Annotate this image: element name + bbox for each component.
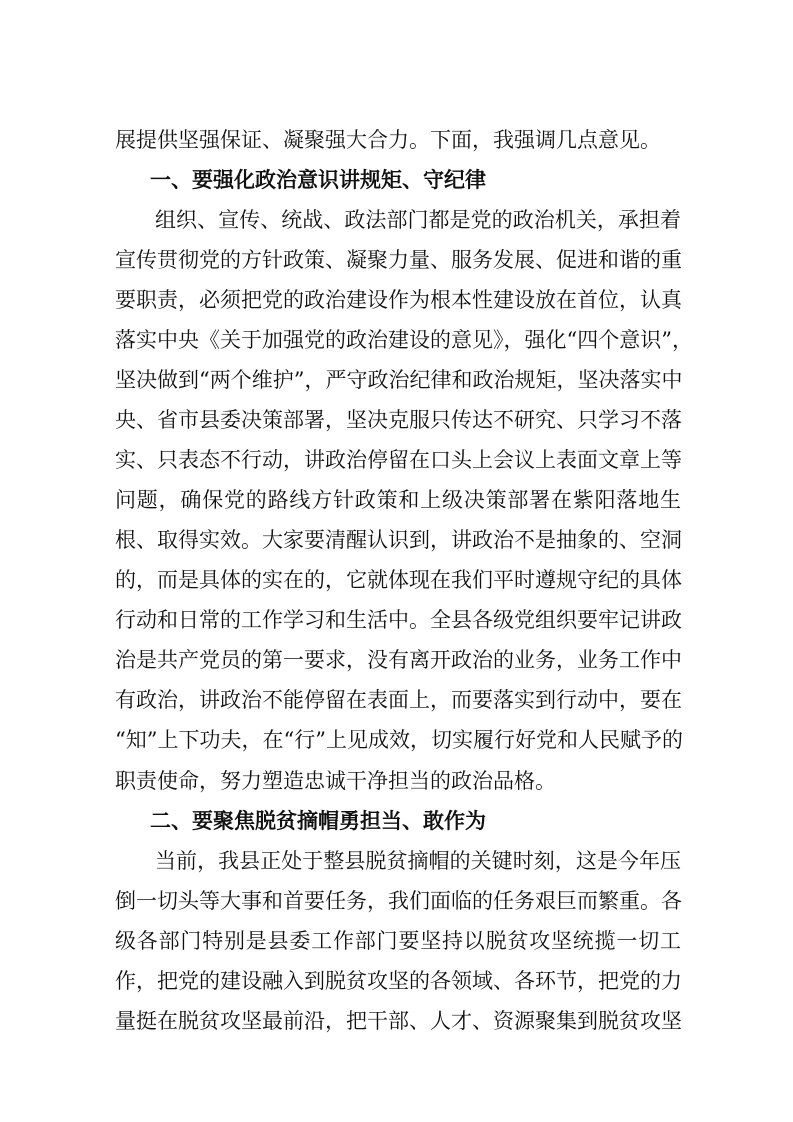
body-text-line: 宣传贯彻党的方针政策、凝聚力量、服务发展、促进和谐的重 [115, 248, 682, 272]
body-text-line: 的，而是具体的实在的，它就体现在我们平时遵规守纪的具体 [115, 568, 682, 592]
section-heading-1: 一、要强化政治意识讲规矩、守纪律 [150, 168, 486, 192]
body-text-line: 量挺在脱贫攻坚最前沿，把干部、人才、资源聚集到脱贫攻坚 [115, 1009, 682, 1033]
body-text-line: 行动和日常的工作学习和生活中。全县各级党组织要牢记讲政 [115, 608, 682, 632]
body-text-line: 展提供坚强保证、凝聚强大合力。下面，我强调几点意见。 [115, 128, 661, 152]
body-text-line: 要职责，必须把党的政治建设作为根本性建设放在首位，认真 [115, 288, 682, 312]
body-text-line: 落实中央《关于加强党的政治建设的意见》，强化“四个意识”， [115, 328, 693, 352]
body-text-line: 当前，我县正处于整县脱贫摘帽的关键时刻，这是今年压 [155, 849, 681, 873]
body-text-line: 组织、宣传、统战、政法部门都是党的政治机关，承担着 [155, 208, 681, 232]
body-text-line: 问题，确保党的路线方针政策和上级决策部署在紫阳落地生 [115, 488, 681, 512]
body-text-line: 倒一切头等大事和首要任务，我们面临的任务艰巨而繁重。各 [115, 889, 682, 913]
body-text-line: 根、取得实效。大家要清醒认识到，讲政治不是抽象的、空洞 [115, 528, 682, 552]
body-text-line: 治是共产党员的第一要求，没有离开政治的业务，业务工作中 [115, 648, 682, 672]
body-text-line: 实、只表态不行动，讲政治停留在口头上会议上表面文章上等 [115, 448, 682, 472]
body-text-line: 作，把党的建设融入到脱贫攻坚的各领域、各环节，把党的力 [115, 969, 682, 993]
body-text-line: 职责使命，努力塑造忠诚干净担当的政治品格。 [115, 769, 556, 793]
body-text-line: 央、省市县委决策部署，坚决克服只传达不研究、只学习不落 [115, 408, 682, 432]
body-text-line: “知”上下功夫，在“行”上见成效，切实履行好党和人民赋予的 [115, 728, 683, 752]
body-text-line: 有政治，讲政治不能停留在表面上，而要落实到行动中，要在 [115, 688, 682, 712]
section-heading-2: 二、要聚焦脱贫摘帽勇担当、敢作为 [150, 809, 486, 833]
body-text-line: 级各部门特别是县委工作部门要坚持以脱贫攻坚统揽一切工 [115, 929, 681, 953]
body-text-line: 坚决做到“两个维护”，严守政治纪律和政治规矩，坚决落实中 [115, 368, 683, 392]
